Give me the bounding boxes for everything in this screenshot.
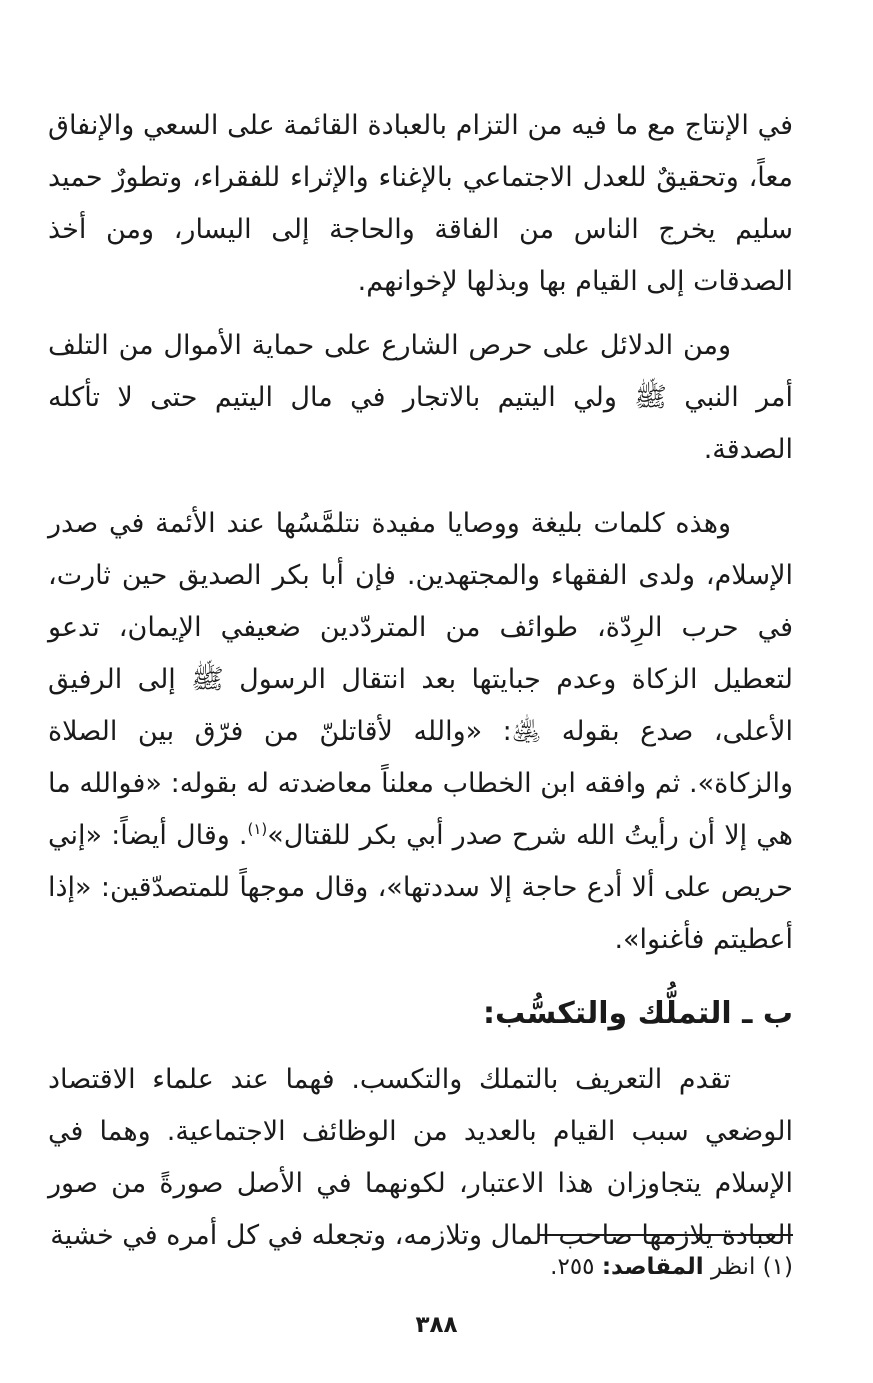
footnote-page: ٢٥٥. — [550, 1254, 595, 1280]
paragraph-3-text-after: . وقال أيضاً: «إني حريص على ألا أدع حاجة إلا سددتها»، وقال موجهاً للمتصدّقين: «إذا أعطيتم فأغنوا». — [48, 820, 793, 955]
paragraph-4: تقدم التعريف بالتملك والتكسب. فهما عند علماء الاقتصاد الوضعي سبب القيام بالعديد من الوظائف الاجتماعية. وهما في الإسلام يتجاوزان هذا الاعتبار، لكونهما في الأصل صورةً من صور العبادة يلازمها صاحب المال وتلازمه، وتجعله في كل أمره في خشية — [48, 1064, 793, 1251]
section-heading: ب ـ التملُّك والتكسُّب: — [483, 996, 793, 1031]
paragraph-2: ومن الدلائل على حرص الشارع على حماية الأموال من التلف أمر النبي ﷺ ولي اليتيم بالاتجار في مال اليتيم حتى لا تأكله الصدقة. — [48, 330, 793, 465]
paragraph-1: في الإنتاج مع ما فيه من التزام بالعبادة القائمة على السعي والإنفاق معاً، وتحقيقٌ للعدل الاجتماعي بالإغناء والإثراء للفقراء، وتطورٌ حميد سليم يخرج الناس من الفاقة والحاجة إلى اليسار، ومن أخذ الصدقات إلى القيام بها وبذلها لإخوانهم. — [48, 110, 793, 297]
footnote-marker: (١) — [247, 820, 268, 838]
main-text — [48, 100, 793, 1262]
footnote-divider — [538, 1234, 793, 1236]
footnote — [48, 1250, 793, 1284]
paragraph-3-text-before: وهذه كلمات بليغة ووصايا مفيدة نتلمَّسُها عند الأئمة في صدر الإسلام، ولدى الفقهاء والمجتهدين. فإن أبا بكر الصديق حين ثارت، في حرب الرِدّة، طوائف من المتردّدين ضعيفي الإيمان، تدعو لتعطيل الزكاة وعدم جبايتها بعد انتقال الرسول ﷺ إلى الرفيق الأعلى، صدع بقوله ﵁: «والله لأقاتلنّ من فرّق بين الصلاة والزكاة». ثم وافقه ابن الخطاب معلناً معاضدته له بقوله: «فوالله ما هي إلا أن رأيتُ الله شرح صدر أبي بكر للقتال» — [48, 508, 794, 851]
footnote-prefix: انظر — [711, 1254, 756, 1280]
page-number: ٣٨٨ — [415, 1312, 458, 1338]
footnote-number: (١) — [762, 1254, 793, 1280]
paragraph-3 — [48, 498, 793, 966]
footnote-source: المقاصد: — [601, 1254, 704, 1280]
